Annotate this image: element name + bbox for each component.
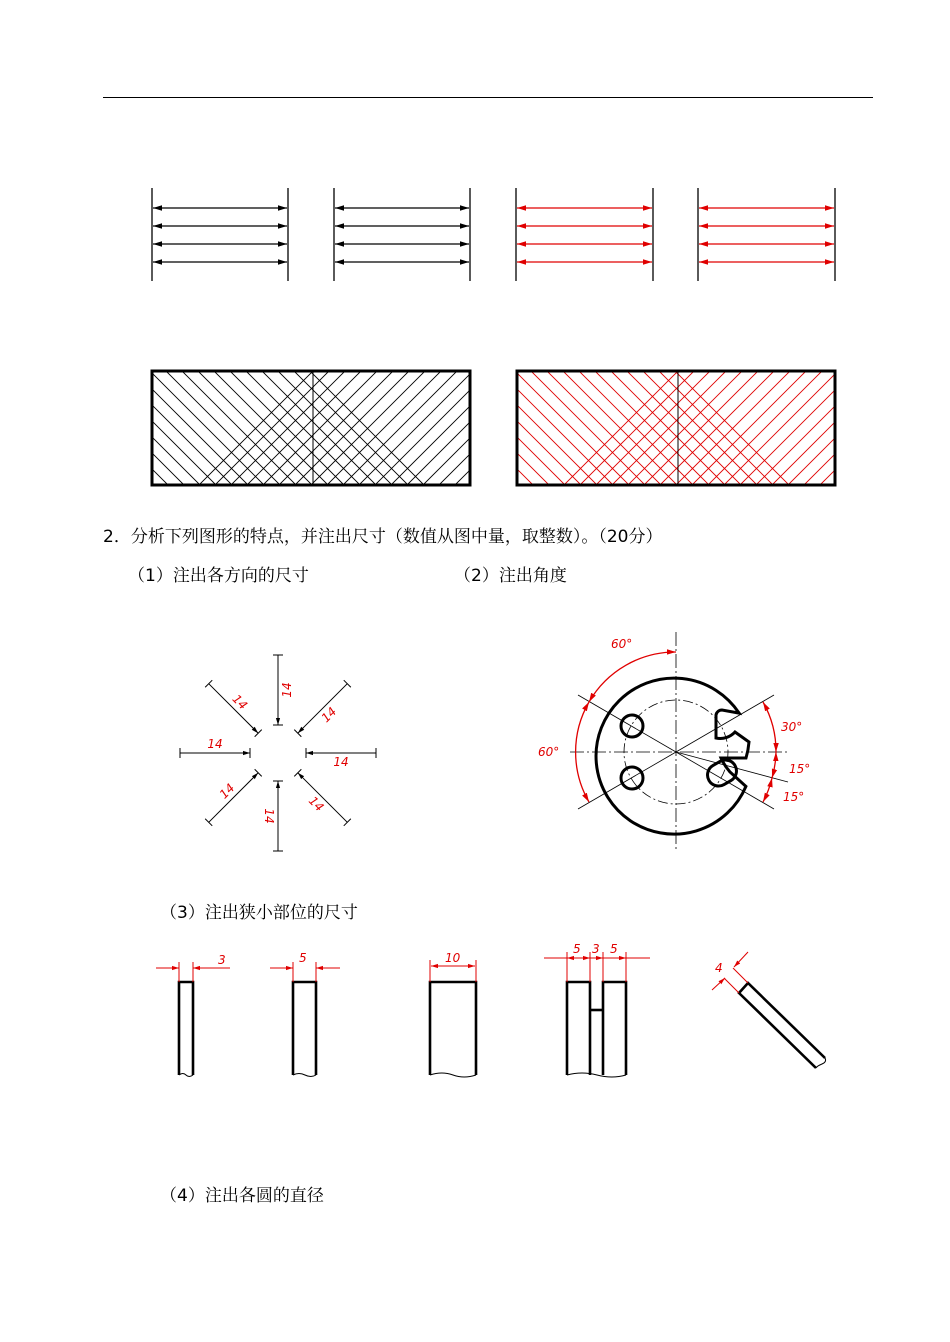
arrow-group-3 [516, 188, 653, 281]
narrow-dims-figure [156, 942, 826, 1077]
hatch-line [403, 371, 517, 485]
hatch-line [455, 371, 569, 485]
narrow-dim-label-7: 4 [715, 961, 723, 975]
radial-dimension-3 [306, 748, 376, 769]
narrow-dim-label-5: 3 [592, 942, 600, 956]
subtask-1-label: （1）注出各方向的尺寸 [128, 566, 309, 586]
hatched-rect-red [403, 371, 934, 485]
radial-dim-label-4: 14 [305, 793, 327, 815]
disc-outline [596, 678, 749, 834]
question-2-title: 2．分析下列图形的特点，并注出尺寸（数值从图中量，取整数）。（20分） [103, 527, 663, 547]
radial-dimension-7 [180, 737, 250, 758]
narrow-part-1 [156, 953, 230, 1077]
radial-dimension-2 [294, 680, 351, 737]
subtask-3-label: （3）注出狭小部位的尺寸 [160, 903, 358, 923]
disc-centerlines [570, 632, 790, 850]
angle-disc-figure [538, 632, 810, 850]
radial-dimension-figure [180, 655, 376, 851]
narrow-part-2 [270, 951, 340, 1077]
subtask-2-label: （2）注出角度 [454, 566, 567, 586]
radial-dimension-5 [262, 781, 283, 851]
narrow-part-5 [712, 952, 826, 1068]
narrow-dim-label-3: 10 [445, 951, 461, 965]
radial-dimension-6 [205, 769, 262, 826]
radial-dim-label-2: 14 [318, 704, 340, 726]
narrow-dim-label-6: 5 [610, 942, 618, 956]
subtask-4-label: （4）注出各圆的直径 [160, 1186, 324, 1206]
narrow-part-3 [430, 951, 476, 1077]
hatch-line [38, 371, 152, 485]
narrow-dim-label-2: 5 [299, 951, 307, 965]
angle-label-1: 60° [611, 637, 633, 651]
radial-dim-label-8: 14 [229, 691, 251, 713]
narrow-dim-label-4: 5 [573, 942, 581, 956]
hatched-rect-black [38, 371, 569, 485]
arrow-group-4 [698, 188, 835, 281]
radial-dimension-4 [294, 769, 351, 826]
radial-dim-label-3: 14 [333, 755, 349, 769]
radial-dim-label-1: 14 [280, 682, 294, 698]
radial-dim-label-6: 14 [216, 780, 238, 802]
angle-label-3: 30° [781, 720, 803, 734]
angle-label-2: 60° [538, 745, 560, 759]
arrow-group-2 [334, 188, 470, 281]
radial-dimension-8 [205, 680, 262, 737]
narrow-dim-label-1: 3 [218, 953, 226, 967]
radial-dimension-1 [273, 655, 294, 725]
angle-label-4: 15° [789, 762, 811, 776]
radial-dim-label-5: 14 [262, 808, 276, 824]
arrow-group-1 [152, 188, 288, 281]
angle-label-5: 15° [783, 790, 805, 804]
hatch-line [820, 371, 934, 485]
narrow-part-4 [544, 942, 650, 1077]
radial-dim-label-7: 14 [207, 737, 223, 751]
